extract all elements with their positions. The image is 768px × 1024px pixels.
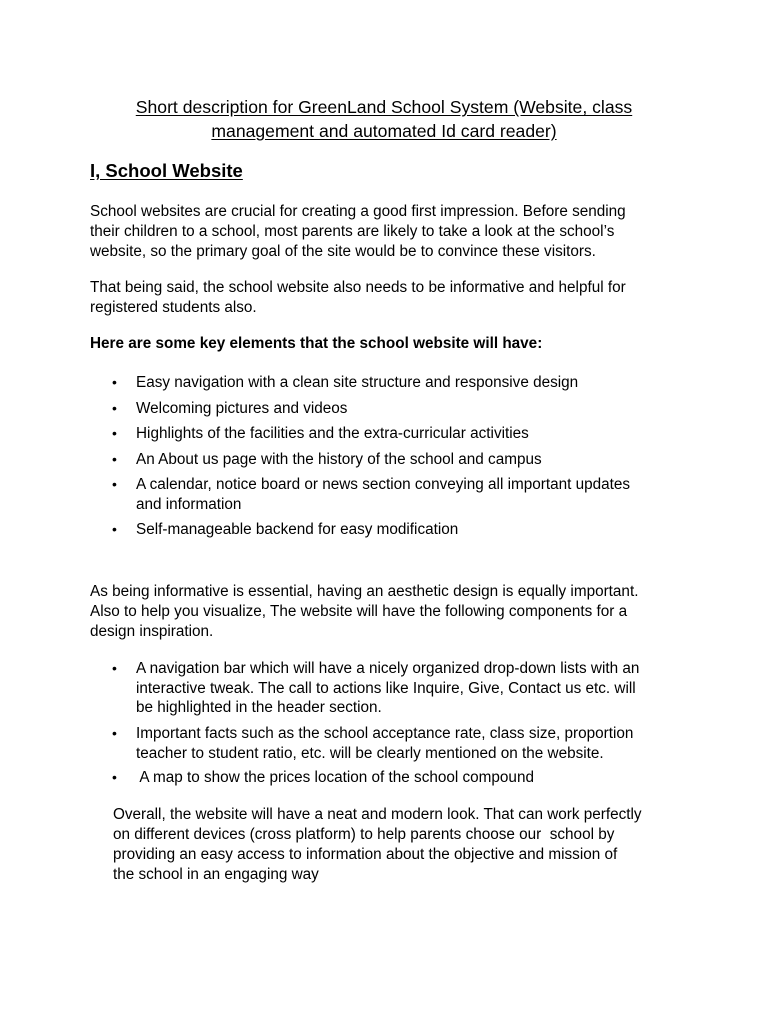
paragraph-line: their children to a school, most parents are likely to take a look at the school’s <box>90 223 615 240</box>
bullet-icon: • <box>112 521 117 537</box>
paragraph-line: design inspiration. <box>90 623 214 640</box>
paragraph-line: As being informative is essential, having an aesthetic design is equally important. <box>90 583 639 600</box>
bullet-icon: • <box>112 769 117 785</box>
title-line: Short description for GreenLand School System (Website, class <box>135 97 633 117</box>
bullet-icon: • <box>112 476 117 492</box>
list-item-text: Easy navigation with a clean site structure and responsive design <box>136 374 579 391</box>
list-item-text: A navigation bar which will have a nicely organized drop-down lists with an <box>136 660 640 677</box>
title-line: management and automated Id card reader) <box>211 121 557 141</box>
list-item-text: Highlights of the facilities and the extra-curricular activities <box>136 425 529 442</box>
document-title <box>60 95 708 143</box>
second-paragraph <box>90 278 690 318</box>
bullet-icon: • <box>112 374 117 390</box>
list-item-text: Important facts such as the school acceptance rate, class size, proportion <box>136 725 634 742</box>
list-item-text: Self-manageable backend for easy modification <box>136 521 459 538</box>
list-item-text: A map to show the prices location of the school compound <box>136 769 534 786</box>
list-item-text: and information <box>136 495 242 513</box>
bullet-icon: • <box>112 725 117 741</box>
bullet-icon: • <box>112 425 117 441</box>
list-item-text: A calendar, notice board or news section conveying all important updates <box>136 476 631 493</box>
list-item-text: interactive tweak. The call to actions like Inquire, Give, Contact us etc. will <box>136 679 636 697</box>
key-elements-heading: Here are some key elements that the school website will have: <box>90 335 543 352</box>
paragraph-line: Overall, the website will have a neat and modern look. That can work perfectly <box>113 806 642 823</box>
paragraph-line: on different devices (cross platform) to help parents choose our school by <box>113 826 615 843</box>
bullet-icon: • <box>112 660 117 676</box>
paragraph-line: Also to help you visualize, The website will have the following components for a <box>90 603 628 620</box>
paragraph-line: the school in an engaging way <box>113 866 319 883</box>
section-heading: I, School Website <box>90 160 243 181</box>
list-item-text: be highlighted in the header section. <box>136 699 382 716</box>
paragraph-line: website, so the primary goal of the site would be to convince these visitors. <box>90 243 596 260</box>
design-paragraph <box>90 582 690 642</box>
closing-paragraph <box>113 805 693 885</box>
paragraph-line: School websites are crucial for creating a good first impression. Before sending <box>90 203 626 220</box>
bullet-icon: • <box>112 451 117 467</box>
paragraph-line: providing an easy access to information about the objective and mission of <box>113 846 618 863</box>
intro-paragraph <box>90 202 690 262</box>
bullet-icon: • <box>112 400 117 416</box>
list-item-text: An About us page with the history of the school and campus <box>136 451 542 468</box>
list-item-text: teacher to student ratio, etc. will be clearly mentioned on the website. <box>136 744 604 762</box>
paragraph-line: registered students also. <box>90 299 257 316</box>
paragraph-line: That being said, the school website also needs to be informative and helpful for <box>90 279 626 296</box>
list-item-text: Welcoming pictures and videos <box>136 400 348 417</box>
